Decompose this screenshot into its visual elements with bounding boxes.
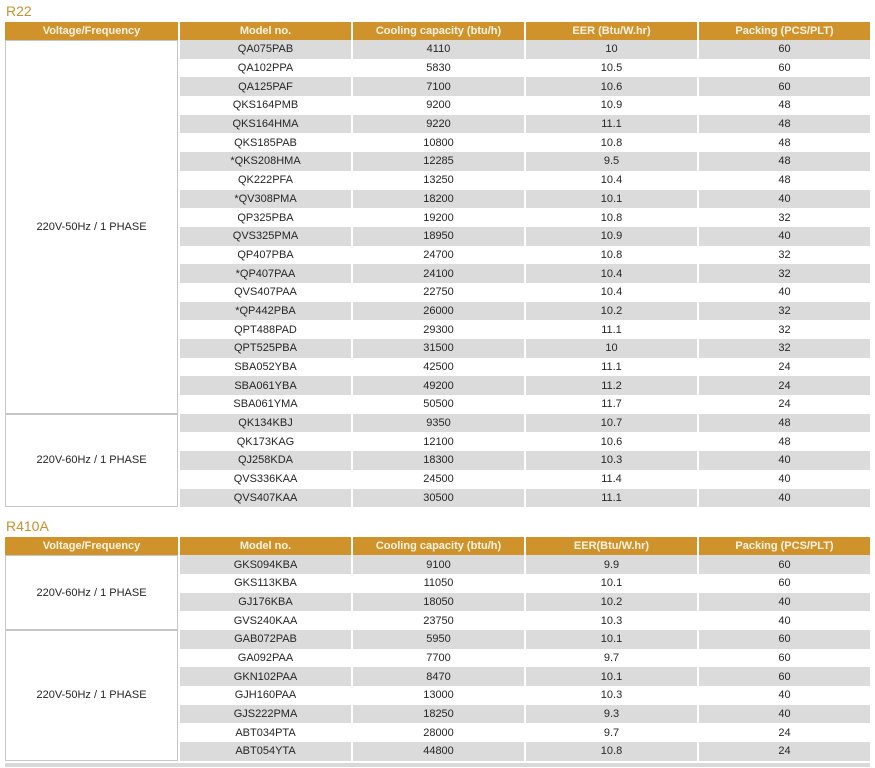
- cell-capacity: 26000: [351, 302, 524, 321]
- cell-capacity: 24500: [351, 470, 524, 489]
- spec-table-r410a: [5, 537, 870, 761]
- header-row: [5, 22, 870, 40]
- column-header: Packing (PCS/PLT): [697, 537, 870, 555]
- cell-packing: 32: [697, 302, 870, 321]
- cell-packing: 48: [697, 152, 870, 171]
- cell-model: QKS164PMB: [178, 96, 351, 115]
- cell-eer: 10.6: [524, 77, 697, 96]
- cell-capacity: 9350: [351, 414, 524, 433]
- cell-packing: 60: [697, 59, 870, 78]
- cell-packing: 40: [697, 686, 870, 705]
- cell-capacity: 22750: [351, 283, 524, 302]
- cell-eer: 10.9: [524, 227, 697, 246]
- cell-packing: 48: [697, 414, 870, 433]
- cell-capacity: 31500: [351, 339, 524, 358]
- cell-model: QPT525PBA: [178, 339, 351, 358]
- cell-capacity: 9100: [351, 555, 524, 574]
- cell-eer: 11.1: [524, 320, 697, 339]
- cell-capacity: 44800: [351, 742, 524, 761]
- cell-eer: 10.3: [524, 451, 697, 470]
- header-row: [5, 537, 870, 555]
- cell-packing: 60: [697, 574, 870, 593]
- column-header: Model no.: [178, 22, 351, 40]
- cell-model: QKS185PAB: [178, 133, 351, 152]
- cell-eer: 10.8: [524, 208, 697, 227]
- cell-capacity: 13000: [351, 686, 524, 705]
- cell-capacity: 24100: [351, 264, 524, 283]
- cell-model: *QKS208HMA: [178, 152, 351, 171]
- cell-packing: 32: [697, 208, 870, 227]
- table-row: [5, 40, 870, 59]
- cell-model: SBA061YMA: [178, 395, 351, 414]
- cell-eer: 11.4: [524, 470, 697, 489]
- cell-eer: 10.3: [524, 611, 697, 630]
- cell-packing: 32: [697, 320, 870, 339]
- column-header: Voltage/Frequency: [5, 537, 178, 555]
- voltage-cell: 220V-50Hz / 1 PHASE: [5, 630, 178, 761]
- cell-packing: 40: [697, 190, 870, 209]
- cell-eer: 10.7: [524, 414, 697, 433]
- cell-eer: 9.5: [524, 152, 697, 171]
- cell-eer: 10.4: [524, 264, 697, 283]
- cell-packing: 24: [697, 723, 870, 742]
- cell-packing: 60: [697, 77, 870, 96]
- cell-capacity: 10800: [351, 133, 524, 152]
- cell-capacity: 5830: [351, 59, 524, 78]
- cell-model: QVS336KAA: [178, 470, 351, 489]
- cell-capacity: 8470: [351, 667, 524, 686]
- cell-model: GAB072PAB: [178, 630, 351, 649]
- table-row: [5, 414, 870, 433]
- cell-model: GA092PAA: [178, 649, 351, 668]
- cell-eer: 9.9: [524, 555, 697, 574]
- cell-packing: 24: [697, 376, 870, 395]
- cell-eer: 10.2: [524, 302, 697, 321]
- cell-packing: 60: [697, 649, 870, 668]
- cell-capacity: 30500: [351, 489, 524, 508]
- cell-packing: 48: [697, 432, 870, 451]
- cell-capacity: 24700: [351, 246, 524, 265]
- cell-packing: 40: [697, 593, 870, 612]
- cell-packing: 40: [697, 283, 870, 302]
- cell-packing: 60: [697, 40, 870, 59]
- voltage-cell: 220V-60Hz / 1 PHASE: [5, 555, 178, 630]
- cell-capacity: 23750: [351, 611, 524, 630]
- cell-eer: 11.1: [524, 358, 697, 377]
- cell-capacity: 29300: [351, 320, 524, 339]
- cell-packing: 32: [697, 264, 870, 283]
- section-r410a: [5, 517, 870, 761]
- cell-packing: 48: [697, 133, 870, 152]
- cell-model: QP325PBA: [178, 208, 351, 227]
- cell-model: GKS094KBA: [178, 555, 351, 574]
- cell-capacity: 18250: [351, 705, 524, 724]
- cell-capacity: 49200: [351, 376, 524, 395]
- cell-capacity: 12100: [351, 432, 524, 451]
- cell-model: QP407PBA: [178, 246, 351, 265]
- cell-model: ABT054YTA: [178, 742, 351, 761]
- cell-packing: 48: [697, 96, 870, 115]
- cell-model: SBA052YBA: [178, 358, 351, 377]
- table-bottom-rule: [5, 763, 870, 767]
- cell-eer: 10.1: [524, 667, 697, 686]
- cell-capacity: 12285: [351, 152, 524, 171]
- cell-model: QVS407KAA: [178, 489, 351, 508]
- section-r22: [5, 2, 870, 507]
- cell-model: QA125PAF: [178, 77, 351, 96]
- cell-model: GKN102PAA: [178, 667, 351, 686]
- cell-eer: 9.7: [524, 649, 697, 668]
- cell-eer: 11.7: [524, 395, 697, 414]
- cell-capacity: 42500: [351, 358, 524, 377]
- cell-capacity: 4110: [351, 40, 524, 59]
- cell-eer: 10.3: [524, 686, 697, 705]
- cell-packing: 40: [697, 470, 870, 489]
- cell-eer: 10.9: [524, 96, 697, 115]
- column-header: Model no.: [178, 537, 351, 555]
- cell-packing: 24: [697, 358, 870, 377]
- cell-capacity: 18300: [351, 451, 524, 470]
- cell-capacity: 28000: [351, 723, 524, 742]
- cell-model: GKS113KBA: [178, 574, 351, 593]
- cell-capacity: 13250: [351, 171, 524, 190]
- cell-packing: 24: [697, 742, 870, 761]
- cell-packing: 48: [697, 171, 870, 190]
- cell-model: *QP407PAA: [178, 264, 351, 283]
- cell-capacity: 7100: [351, 77, 524, 96]
- section-title-r410a: R410A: [6, 518, 49, 535]
- cell-packing: 40: [697, 489, 870, 508]
- cell-model: ABT034PTA: [178, 723, 351, 742]
- cell-eer: 9.7: [524, 723, 697, 742]
- cell-packing: 40: [697, 451, 870, 470]
- cell-packing: 24: [697, 395, 870, 414]
- cell-model: QK134KBJ: [178, 414, 351, 433]
- cell-eer: 11.1: [524, 489, 697, 508]
- cell-eer: 10.8: [524, 133, 697, 152]
- cell-eer: 10.4: [524, 283, 697, 302]
- cell-packing: 32: [697, 246, 870, 265]
- cell-packing: 32: [697, 339, 870, 358]
- cell-model: QJ258KDA: [178, 451, 351, 470]
- cell-packing: 60: [697, 667, 870, 686]
- cell-model: QA102PPA: [178, 59, 351, 78]
- cell-eer: 9.3: [524, 705, 697, 724]
- cell-capacity: 7700: [351, 649, 524, 668]
- cell-eer: 10.1: [524, 574, 697, 593]
- cell-model: QK222PFA: [178, 171, 351, 190]
- cell-capacity: 11050: [351, 574, 524, 593]
- cell-capacity: 19200: [351, 208, 524, 227]
- cell-capacity: 18050: [351, 593, 524, 612]
- cell-capacity: 50500: [351, 395, 524, 414]
- cell-packing: 60: [697, 555, 870, 574]
- cell-model: QPT488PAD: [178, 320, 351, 339]
- column-header: Packing (PCS/PLT): [697, 22, 870, 40]
- column-header: Cooling capacity (btu/h): [351, 537, 524, 555]
- cell-packing: 40: [697, 227, 870, 246]
- cell-eer: 10.6: [524, 432, 697, 451]
- cell-eer: 10.1: [524, 630, 697, 649]
- voltage-cell: 220V-60Hz / 1 PHASE: [5, 414, 178, 507]
- cell-eer: 10.1: [524, 190, 697, 209]
- voltage-cell: 220V-50Hz / 1 PHASE: [5, 40, 178, 414]
- column-header: Cooling capacity (btu/h): [351, 22, 524, 40]
- cell-packing: 48: [697, 115, 870, 134]
- cell-model: QA075PAB: [178, 40, 351, 59]
- cell-eer: 11.1: [524, 115, 697, 134]
- cell-model: *QV308PMA: [178, 190, 351, 209]
- cell-eer: 10.2: [524, 593, 697, 612]
- cell-packing: 40: [697, 611, 870, 630]
- cell-model: SBA061YBA: [178, 376, 351, 395]
- cell-eer: 10: [524, 40, 697, 59]
- cell-packing: 60: [697, 630, 870, 649]
- cell-model: QK173KAG: [178, 432, 351, 451]
- table-row: [5, 555, 870, 574]
- column-header: Voltage/Frequency: [5, 22, 178, 40]
- cell-model: GJS222PMA: [178, 705, 351, 724]
- column-header: EER (Btu/W.hr): [524, 22, 697, 40]
- cell-model: GJH160PAA: [178, 686, 351, 705]
- cell-eer: 10.8: [524, 246, 697, 265]
- cell-capacity: 9200: [351, 96, 524, 115]
- cell-model: GJ176KBA: [178, 593, 351, 612]
- cell-eer: 11.2: [524, 376, 697, 395]
- cell-model: *QP442PBA: [178, 302, 351, 321]
- cell-eer: 10.5: [524, 59, 697, 78]
- cell-eer: 10.4: [524, 171, 697, 190]
- cell-capacity: 5950: [351, 630, 524, 649]
- cell-capacity: 9220: [351, 115, 524, 134]
- cell-packing: 40: [697, 705, 870, 724]
- cell-model: QVS325PMA: [178, 227, 351, 246]
- cell-model: QVS407PAA: [178, 283, 351, 302]
- table-row: [5, 630, 870, 649]
- cell-model: GVS240KAA: [178, 611, 351, 630]
- cell-model: QKS164HMA: [178, 115, 351, 134]
- column-header: EER(Btu/W.hr): [524, 537, 697, 555]
- cell-eer: 10.8: [524, 742, 697, 761]
- cell-eer: 10: [524, 339, 697, 358]
- spec-table-r22: [5, 22, 870, 507]
- cell-capacity: 18200: [351, 190, 524, 209]
- section-title-r22: R22: [6, 3, 32, 19]
- cell-capacity: 18950: [351, 227, 524, 246]
